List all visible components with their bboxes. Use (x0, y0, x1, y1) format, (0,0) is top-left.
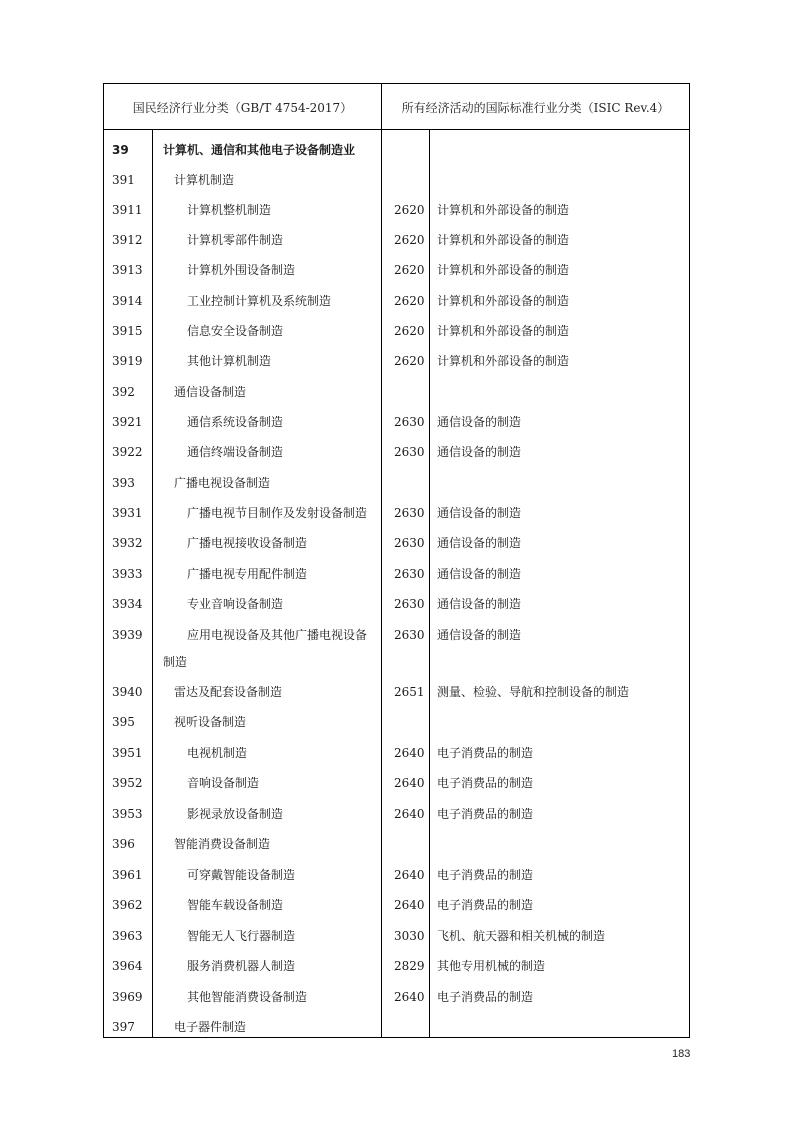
row-code: 396 (112, 837, 135, 851)
row-isic-desc: 通信设备的制造 (437, 536, 522, 550)
row-isic-desc: 通信设备的制造 (437, 628, 522, 642)
table-row (104, 620, 689, 676)
row-isic-code: 2630 (394, 536, 425, 550)
row-name: 计算机、通信和其他电子设备制造业 (163, 143, 356, 157)
row-name: 应用电视设备及其他广播电视设备 (187, 628, 368, 642)
table-row (104, 165, 689, 195)
row-code: 393 (112, 476, 135, 490)
row-name: 其他智能消费设备制造 (187, 990, 308, 1004)
row-isic-code: 2640 (394, 807, 425, 821)
page-number: 183 (672, 1048, 691, 1060)
row-name: 信息安全设备制造 (187, 324, 284, 338)
row-code: 3933 (112, 567, 143, 581)
row-isic-code: 2630 (394, 567, 425, 581)
row-code: 3932 (112, 536, 143, 550)
row-code: 3912 (112, 233, 143, 247)
table-row (104, 407, 689, 437)
table-row (104, 890, 689, 920)
table-row (104, 316, 689, 346)
row-name: 可穿戴智能设备制造 (187, 868, 296, 882)
row-isic-code: 3030 (394, 929, 425, 943)
row-code: 391 (112, 173, 135, 187)
row-isic-code: 2640 (394, 776, 425, 790)
row-code: 3953 (112, 807, 143, 821)
row-name: 计算机零部件制造 (187, 233, 284, 247)
row-code: 3952 (112, 776, 143, 790)
row-name: 其他计算机制造 (187, 354, 272, 368)
row-isic-desc: 电子消费品的制造 (437, 898, 534, 912)
row-isic-code: 2630 (394, 415, 425, 429)
row-name: 智能车载设备制造 (187, 898, 284, 912)
row-isic-desc: 测量、检验、导航和控制设备的制造 (437, 685, 630, 699)
row-isic-desc: 计算机和外部设备的制造 (437, 233, 570, 247)
table-row (104, 1012, 689, 1042)
table-row (104, 528, 689, 558)
row-code: 3964 (112, 959, 143, 973)
row-isic-code: 2640 (394, 746, 425, 760)
row-name: 视听设备制造 (174, 715, 247, 729)
header-gbt: 国民经济行业分类（GB/T 4754-2017） (132, 100, 353, 115)
table-row (104, 286, 689, 316)
row-isic-code: 2620 (394, 294, 425, 308)
row-name: 广播电视专用配件制造 (187, 567, 308, 581)
row-isic-desc: 电子消费品的制造 (437, 776, 534, 790)
row-name: 通信系统设备制造 (187, 415, 284, 429)
row-name: 电视机制造 (187, 746, 248, 760)
row-name: 专业音响设备制造 (187, 597, 284, 611)
row-isic-desc: 计算机和外部设备的制造 (437, 324, 570, 338)
row-isic-code: 2620 (394, 354, 425, 368)
row-code: 3915 (112, 324, 143, 338)
row-isic-code: 2630 (394, 628, 425, 642)
row-code: 3939 (112, 628, 143, 642)
row-isic-desc: 电子消费品的制造 (437, 746, 534, 760)
classification-table (103, 83, 690, 1038)
table-row (104, 677, 689, 707)
row-isic-desc: 通信设备的制造 (437, 445, 522, 459)
row-name: 广播电视接收设备制造 (187, 536, 308, 550)
row-name: 智能消费设备制造 (174, 837, 271, 851)
row-isic-code: 2620 (394, 233, 425, 247)
row-code: 392 (112, 385, 135, 399)
table-row (104, 799, 689, 829)
table-row (104, 921, 689, 951)
table-row (104, 255, 689, 285)
row-isic-code: 2620 (394, 324, 425, 338)
row-isic-code: 2829 (394, 959, 425, 973)
row-code: 3914 (112, 294, 143, 308)
row-isic-desc: 其他专用机械的制造 (437, 959, 546, 973)
row-code: 3919 (112, 354, 143, 368)
row-code: 3911 (112, 203, 143, 217)
table-row (104, 225, 689, 255)
row-code: 3961 (112, 868, 143, 882)
table-row (104, 559, 689, 589)
table-row (104, 707, 689, 737)
row-isic-code: 2620 (394, 203, 425, 217)
table-row (104, 982, 689, 1012)
table-row (104, 951, 689, 981)
row-isic-code: 2630 (394, 597, 425, 611)
row-code: 395 (112, 715, 135, 729)
row-isic-code: 2630 (394, 506, 425, 520)
row-name: 工业控制计算机及系统制造 (187, 294, 332, 308)
row-isic-desc: 电子消费品的制造 (437, 990, 534, 1004)
row-name: 通信终端设备制造 (187, 445, 284, 459)
row-name: 计算机制造 (174, 173, 235, 187)
row-name: 计算机整机制造 (187, 203, 272, 217)
table-row (104, 468, 689, 498)
row-isic-desc: 计算机和外部设备的制造 (437, 354, 570, 368)
table-row (104, 346, 689, 376)
table-row (104, 860, 689, 890)
row-code: 3913 (112, 263, 143, 277)
row-code: 3931 (112, 506, 143, 520)
row-isic-desc: 计算机和外部设备的制造 (437, 203, 570, 217)
row-name: 服务消费机器人制造 (187, 959, 296, 973)
row-code: 3962 (112, 898, 143, 912)
row-name-continuation: 制造 (163, 655, 188, 669)
row-code: 39 (112, 143, 129, 157)
table-row (104, 437, 689, 467)
table-row (104, 135, 689, 165)
row-isic-code: 2651 (394, 685, 425, 699)
row-isic-desc: 电子消费品的制造 (437, 868, 534, 882)
row-name: 雷达及配套设备制造 (174, 685, 283, 699)
row-isic-desc: 飞机、航天器和相关机械的制造 (437, 929, 606, 943)
row-isic-code: 2630 (394, 445, 425, 459)
table-row (104, 768, 689, 798)
row-isic-code: 2640 (394, 990, 425, 1004)
row-name: 通信设备制造 (174, 385, 247, 399)
row-name: 广播电视节目制作及发射设备制造 (187, 506, 368, 520)
row-isic-desc: 计算机和外部设备的制造 (437, 263, 570, 277)
table-row (104, 195, 689, 225)
table-row (104, 589, 689, 619)
table-row (104, 377, 689, 407)
header-isic: 所有经济活动的国际标准行业分类（ISIC Rev.4） (401, 100, 670, 115)
table-row (104, 829, 689, 859)
row-isic-code: 2640 (394, 868, 425, 882)
row-code: 3940 (112, 685, 143, 699)
row-isic-desc: 通信设备的制造 (437, 597, 522, 611)
row-isic-desc: 通信设备的制造 (437, 567, 522, 581)
row-code: 3951 (112, 746, 143, 760)
row-name: 广播电视设备制造 (174, 476, 271, 490)
table-row (104, 738, 689, 768)
row-name: 音响设备制造 (187, 776, 260, 790)
row-isic-desc: 电子消费品的制造 (437, 807, 534, 821)
row-name: 计算机外围设备制造 (187, 263, 296, 277)
row-code: 397 (112, 1020, 135, 1034)
row-isic-code: 2640 (394, 898, 425, 912)
row-code: 3969 (112, 990, 143, 1004)
row-isic-code: 2620 (394, 263, 425, 277)
row-code: 3934 (112, 597, 143, 611)
row-isic-desc: 通信设备的制造 (437, 415, 522, 429)
row-isic-desc: 计算机和外部设备的制造 (437, 294, 570, 308)
row-name: 电子器件制造 (174, 1020, 247, 1034)
row-code: 3963 (112, 929, 143, 943)
row-code: 3922 (112, 445, 143, 459)
row-isic-desc: 通信设备的制造 (437, 506, 522, 520)
row-name: 影视录放设备制造 (187, 807, 284, 821)
row-name: 智能无人飞行器制造 (187, 929, 296, 943)
table-row (104, 498, 689, 528)
row-code: 3921 (112, 415, 143, 429)
